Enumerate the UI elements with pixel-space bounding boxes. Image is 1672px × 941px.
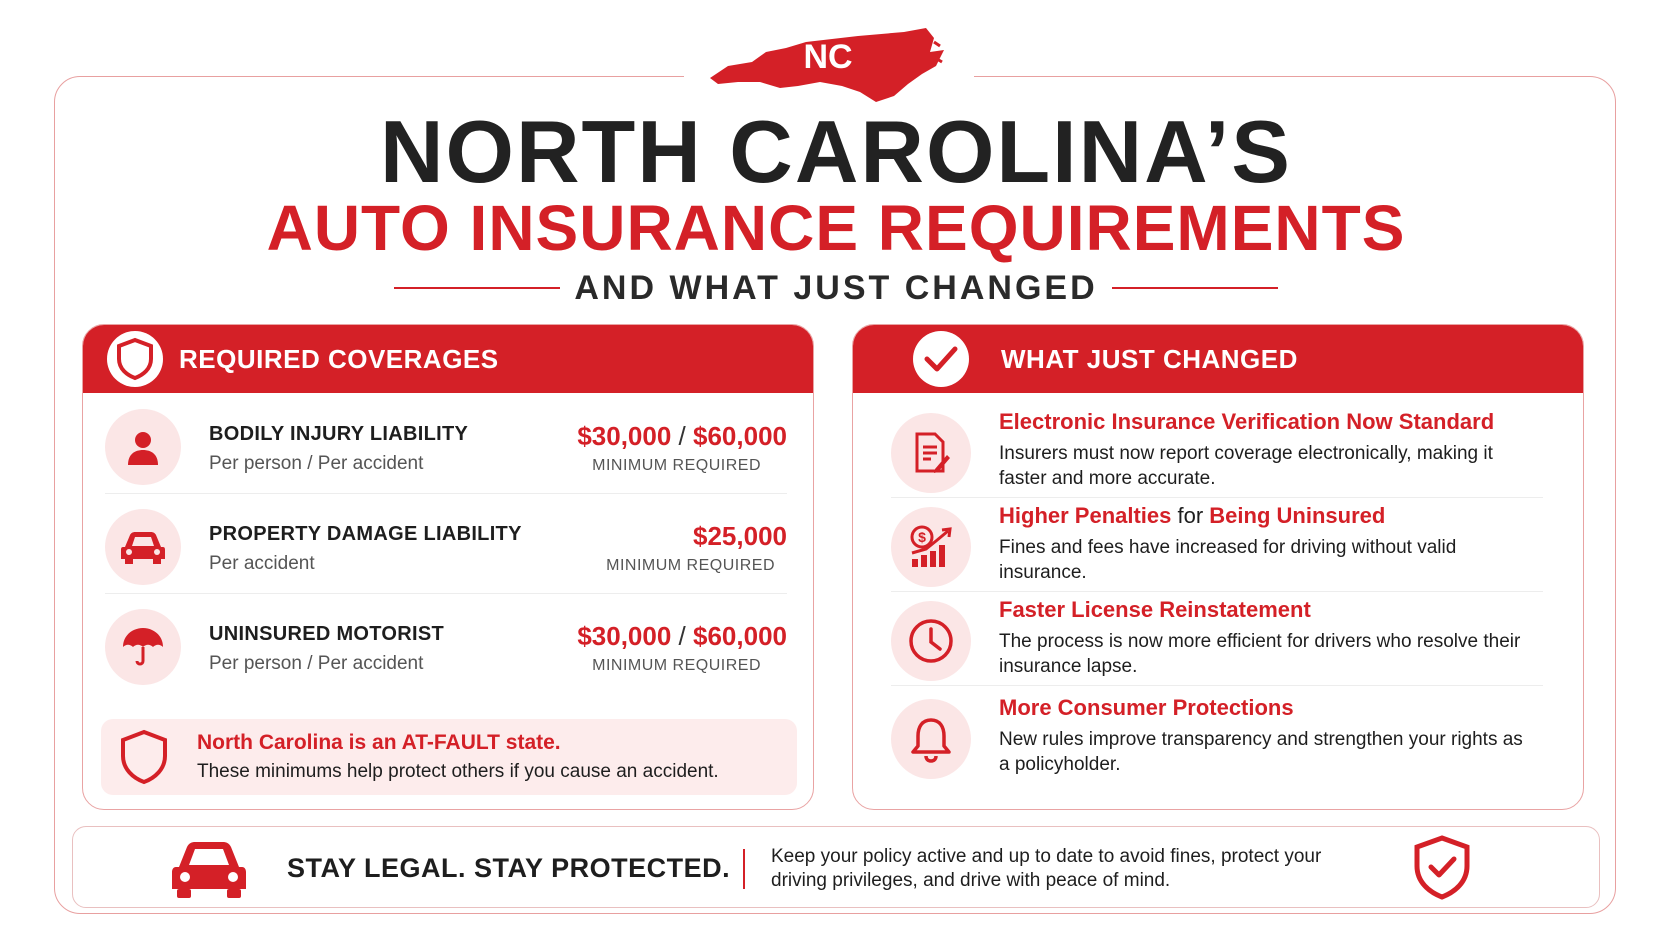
change-title <box>999 503 1385 529</box>
coverage-name: PROPERTY DAMAGE LIABILITY <box>209 523 522 545</box>
coverage-min-label: MINIMUM REQUIRED <box>606 557 775 574</box>
amount-per-accident: $60,000 <box>693 421 787 451</box>
at-fault-title: North Carolina is an AT-FAULT state. <box>197 731 561 754</box>
at-fault-notice <box>101 719 797 795</box>
panel-header <box>83 325 813 393</box>
amount-per-person: $30,000 <box>577 421 672 451</box>
coverage-name: UNINSURED MOTORIST <box>209 623 445 645</box>
change-item-penalties <box>891 497 1543 592</box>
coverage-row-property-damage <box>105 493 787 594</box>
footer-banner <box>72 826 1600 908</box>
coverage-amount: $25,000 <box>693 521 787 551</box>
change-item-verification <box>891 403 1543 498</box>
umbrella-icon <box>105 609 181 685</box>
amount-per-accident: $60,000 <box>693 621 787 651</box>
what-just-changed-panel <box>852 324 1584 810</box>
change-title: More Consumer Protections <box>999 695 1294 720</box>
subtitle-row <box>0 268 1672 308</box>
coverage-sub: Per person / Per accident <box>209 653 424 674</box>
change-text: The process is now more efficient for drivers who resolve their insurance lapse. <box>999 631 1521 677</box>
coverage-sub: Per accident <box>209 553 315 574</box>
subtitle-rule-left <box>394 287 560 289</box>
change-text: Fines and fees have increased for driving without valid insurance. <box>999 537 1457 583</box>
coverage-amount <box>577 621 787 652</box>
page-title-secondary: AUTO INSURANCE REQUIREMENTS <box>266 192 1406 264</box>
required-coverages-panel <box>82 324 814 810</box>
change-text: New rules improve transparency and strengthen your rights as a policyholder. <box>999 729 1523 775</box>
coverage-min-label: MINIMUM REQUIRED <box>592 657 761 674</box>
at-fault-text: These minimums help protect others if you cause an accident. <box>197 761 719 782</box>
nc-state-map <box>708 22 948 112</box>
change-title: Faster License Reinstatement <box>999 597 1311 622</box>
checkmark-icon <box>913 331 969 387</box>
coverage-row-bodily-injury <box>105 393 787 494</box>
coverage-name: BODILY INJURY LIABILITY <box>209 423 469 445</box>
coverage-min-label: MINIMUM REQUIRED <box>592 457 761 474</box>
amount-per-person: $30,000 <box>577 621 672 651</box>
subtitle-rule-right <box>1112 287 1278 289</box>
change-item-reinstatement <box>891 591 1543 686</box>
car-icon <box>169 837 249 906</box>
coverage-row-uninsured-motorist <box>105 593 787 693</box>
shield-check-icon <box>1413 835 1471 906</box>
bell-icon <box>891 699 971 779</box>
title-part-2: for <box>1171 503 1210 528</box>
footer-text: Keep your policy active and up to date to avoid fines, protect your driving privileges, and drive with peace of mind. <box>771 846 1322 891</box>
title-part-1: Higher Penalties <box>999 503 1172 528</box>
change-text: Insurers must now report coverage electronically, making it faster and more accurate. <box>999 443 1493 489</box>
state-abbr: NC <box>803 38 853 76</box>
coverage-amount <box>577 421 787 452</box>
change-title: Electronic Insurance Verification Now Standard <box>999 409 1495 434</box>
clock-icon <box>891 601 971 681</box>
amount-separator: / <box>678 421 686 451</box>
penalty-chart-icon <box>891 507 971 587</box>
footer-divider <box>743 849 745 889</box>
amount-separator: / <box>678 621 686 651</box>
person-icon <box>105 409 181 485</box>
panel-title: WHAT JUST CHANGED <box>1001 343 1298 374</box>
change-item-protections <box>891 689 1543 783</box>
car-icon <box>105 509 181 585</box>
document-icon <box>891 413 971 493</box>
panel-title: REQUIRED COVERAGES <box>179 343 499 374</box>
title-part-3: Being Uninsured <box>1209 503 1386 528</box>
svg-text:$: $ <box>918 529 926 545</box>
shield-icon <box>107 331 163 387</box>
shield-outline-icon <box>119 729 169 790</box>
footer-title: STAY LEGAL. STAY PROTECTED. <box>287 853 731 883</box>
page-subtitle: AND WHAT JUST CHANGED <box>574 268 1098 307</box>
page-title: NORTH CAROLINA’S <box>380 102 1292 201</box>
panel-header <box>853 325 1583 393</box>
coverage-sub: Per person / Per accident <box>209 453 424 474</box>
